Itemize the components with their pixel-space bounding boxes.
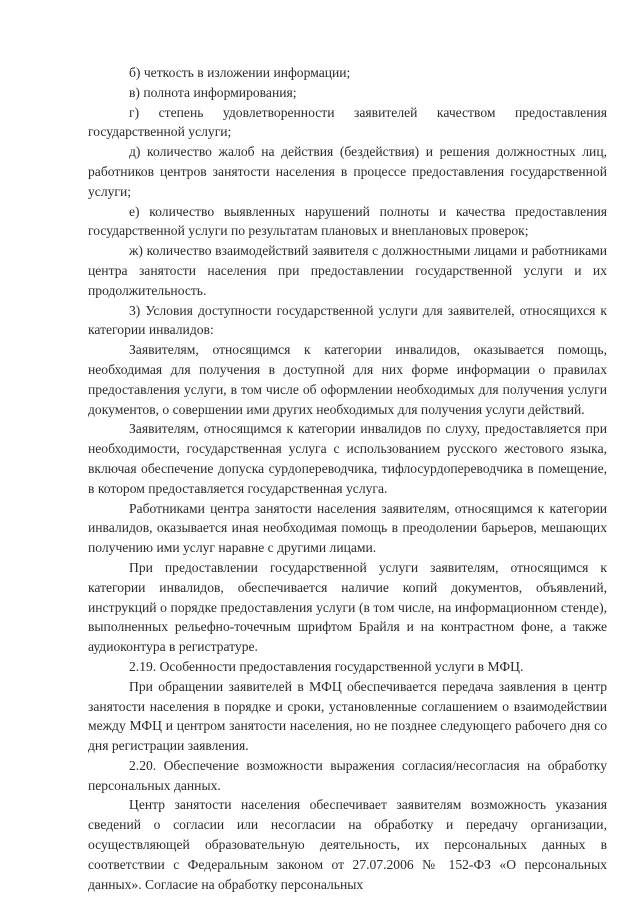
paragraph-assistance: Заявителям, относящимся к категории инвалидов, оказывается помощь, необходимая для получения в доступной для них форме информации о правилах предоставления услуги, в том числе об оформлении необходимых для получения услуги документов, о совершении ими других необходимых для получения услуги действий. xyxy=(88,342,607,417)
paragraph-barriers: Работниками центра занятости населения заявителям, относящимся к категории инвалидов, оказывается иная необходимая помощь в преодолении барьеров, мешающих получению ими услуг наравне с другими лицами. xyxy=(88,500,607,556)
paragraph-mfc: При обращении заявителей в МФЦ обеспечивается передача заявления в центр занятости населения в порядке и сроки, установленные соглашением о взаимодействии между МФЦ и центром занятости населения, но не позднее следующего рабочего дня со дня регистрации заявления. xyxy=(88,678,607,754)
paragraph-item-b: б) четкость в изложении информации; xyxy=(129,65,351,80)
paragraph-item-zh: ж) количество взаимодействий заявителя с должностными лицами и работниками центра занятости населения при предоставлении государственной услуги и их продолжительность. xyxy=(88,243,607,298)
paragraph-personal-data: Центр занятости населения обеспечивает заявителям возможность указания сведений о согласии или несогласии на обработку и передачу организации, осуществляющей образовательную деятельность, их персональных данных в соответствии с Федеральным законом от 27.07.2006 № 152-ФЗ «О персональных данных». Согласие на обработку персональных xyxy=(88,797,607,892)
section-2-20-heading: 2.20. Обеспечение возможности выражения согласия/несогласия на обработку персональных данных. xyxy=(88,757,607,793)
paragraph-accessibility-heading: 3) Условия доступности государственной услуги для заявителей, относящихся к категории инвалидов: xyxy=(88,302,607,338)
paragraph-hearing: Заявителям, относящимся к категории инвалидов по слуху, предоставляется при необходимости, государственная услуга с использованием русского жестового языка, включая обеспечение допуска сурдопереводчика, тифлосурдопереводчика в помещение, в котором предоставляется государственная услуга. xyxy=(88,421,607,496)
paragraph-braille: При предоставлении государственной услуги заявителям, относящимся к категории инвалидов, обеспечивается наличие копий документов, объявлений, инструкций о порядке предоставления услуги (в том числе, на информационном стенде), выполненных рельефно-точечным шрифтом Брайля и на контрастном фоне, а также аудиоконтура в регистратуре. xyxy=(88,559,607,655)
paragraph-item-e: е) количество выявленных нарушений полноты и качества предоставления государственной услуги по результатам плановых и внеплановых проверок; xyxy=(88,203,607,239)
paragraph-item-v: в) полнота информирования; xyxy=(129,84,297,100)
paragraph-item-g: г) степень удовлетворенности заявителей качеством предоставления государственной услуги; xyxy=(88,104,607,140)
section-2-19-heading: 2.19. Особенности предоставления государственной услуги в МФЦ. xyxy=(129,658,524,674)
document-body xyxy=(88,63,607,894)
paragraph-item-d: д) количество жалоб на действия (бездействия) и решения должностных лиц, работников центров занятости населения в процессе предоставления государственной услуги; xyxy=(88,144,607,199)
